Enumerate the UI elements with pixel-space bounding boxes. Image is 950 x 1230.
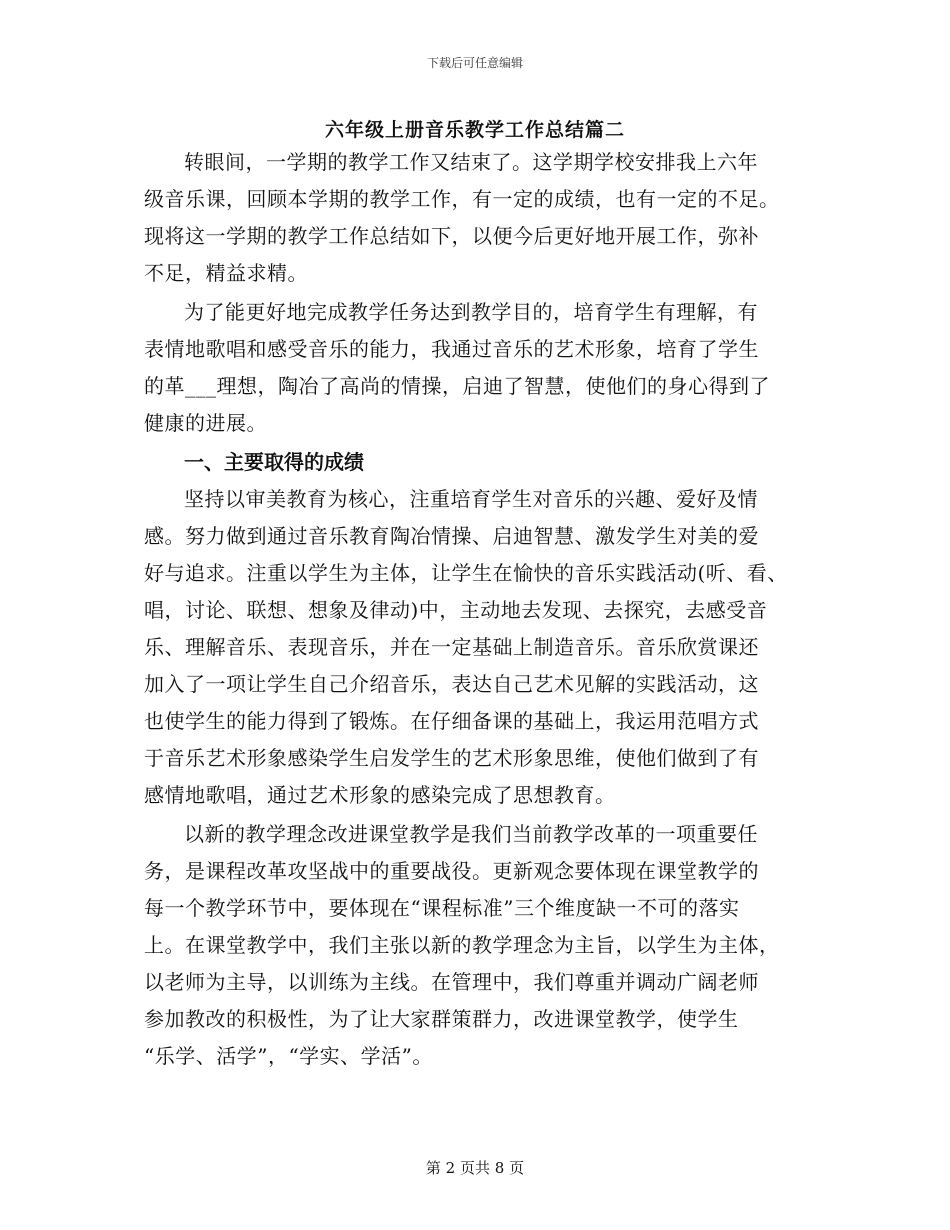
page-number: 第 2 页共 8 页 — [425, 1159, 525, 1177]
section-heading: 一、主要取得的成绩 — [184, 450, 364, 474]
paragraph-4-line: 上。在课堂教学中，我们主张以新的教学理念为主旨，以学生为主体， — [144, 933, 780, 957]
paragraph-4-line: 务，是课程改革攻坚战中的重要战役。更新观念要体现在课堂教学的 — [144, 859, 759, 883]
paragraph-1-line: 不足，精益求精。 — [144, 261, 308, 285]
paragraph-2-line: 表情地歌唱和感受音乐的能力，我通过音乐的艺术形象，培育了学生 — [144, 337, 759, 361]
paragraph-3-line: 坚持以审美教育为核心，注重培育学生对音乐的兴趣、爱好及情 — [184, 487, 758, 511]
paragraph-3-line: 感。努力做到通过音乐教育陶冶情操、启迪智慧、激发学生对美的爱 — [144, 524, 759, 548]
paragraph-2-line: 为了能更好地完成教学任务达到教学目的，培育学生有理解，有 — [184, 300, 758, 324]
paragraph-3-line: 加入了一项让学生自己介绍音乐，表达自己艺术见解的实践活动，这 — [144, 672, 759, 696]
paragraph-1-line: 现将这一学期的教学工作总结如下，以便今后更好地开展工作，弥补 — [144, 224, 759, 248]
paragraph-3-line: 也使学生的能力得到了锻炼。在仔细备课的基础上，我运用范唱方式 — [144, 709, 759, 733]
paragraph-4-line: 以新的教学理念改进课堂教学是我们当前教学改革的一项重要任 — [184, 822, 758, 846]
paragraph-2-line: 健康的进展。 — [144, 411, 267, 435]
document-title: 六年级上册音乐教学工作总结篇二 — [324, 119, 625, 141]
paragraph-1-line: 转眼间，一学期的教学工作又结束了。这学期学校安排我上六年 — [184, 150, 758, 174]
paragraph-3-line: 感情地歌唱，通过艺术形象的感染完成了思想教育。 — [144, 783, 616, 807]
paragraph-4-line: 参加教改的积极性，为了让大家群策群力，改进课堂教学，使学生 — [144, 1007, 739, 1031]
paragraph-4-line: 以老师为主导，以训练为主线。在管理中，我们尊重并调动广阔老师 — [144, 970, 759, 994]
paragraph-4-line: 每一个教学环节中，要体现在“课程标准”三个维度缺一不可的落实 — [144, 896, 740, 920]
paragraph-1-line: 级音乐课，回顾本学期的教学工作，有一定的成绩，也有一定的不足。 — [144, 187, 780, 211]
paragraph-3-line: 好与追求。注重以学生为主体，让学生在愉快的音乐实践活动(听、看、 — [144, 561, 788, 585]
paragraph-2-line: 的革___理想，陶冶了高尚的情操，启迪了智慧，使他们的身心得到了 — [144, 374, 770, 398]
paragraph-3-line: 唱，讨论、联想、想象及律动)中，主动地去发现、去探究，去感受音 — [144, 598, 768, 622]
paragraph-3-line: 乐、理解音乐、表现音乐，并在一定基础上制造音乐。音乐欣赏课还 — [144, 635, 759, 659]
header-note: 下载后可任意编辑 — [426, 56, 523, 70]
paragraph-3-line: 于音乐艺术形象感染学生启发学生的艺术形象思维，使他们做到了有 — [144, 746, 759, 770]
paragraph-4-line: “乐学、活学”，“学实、学活”。 — [144, 1044, 433, 1068]
